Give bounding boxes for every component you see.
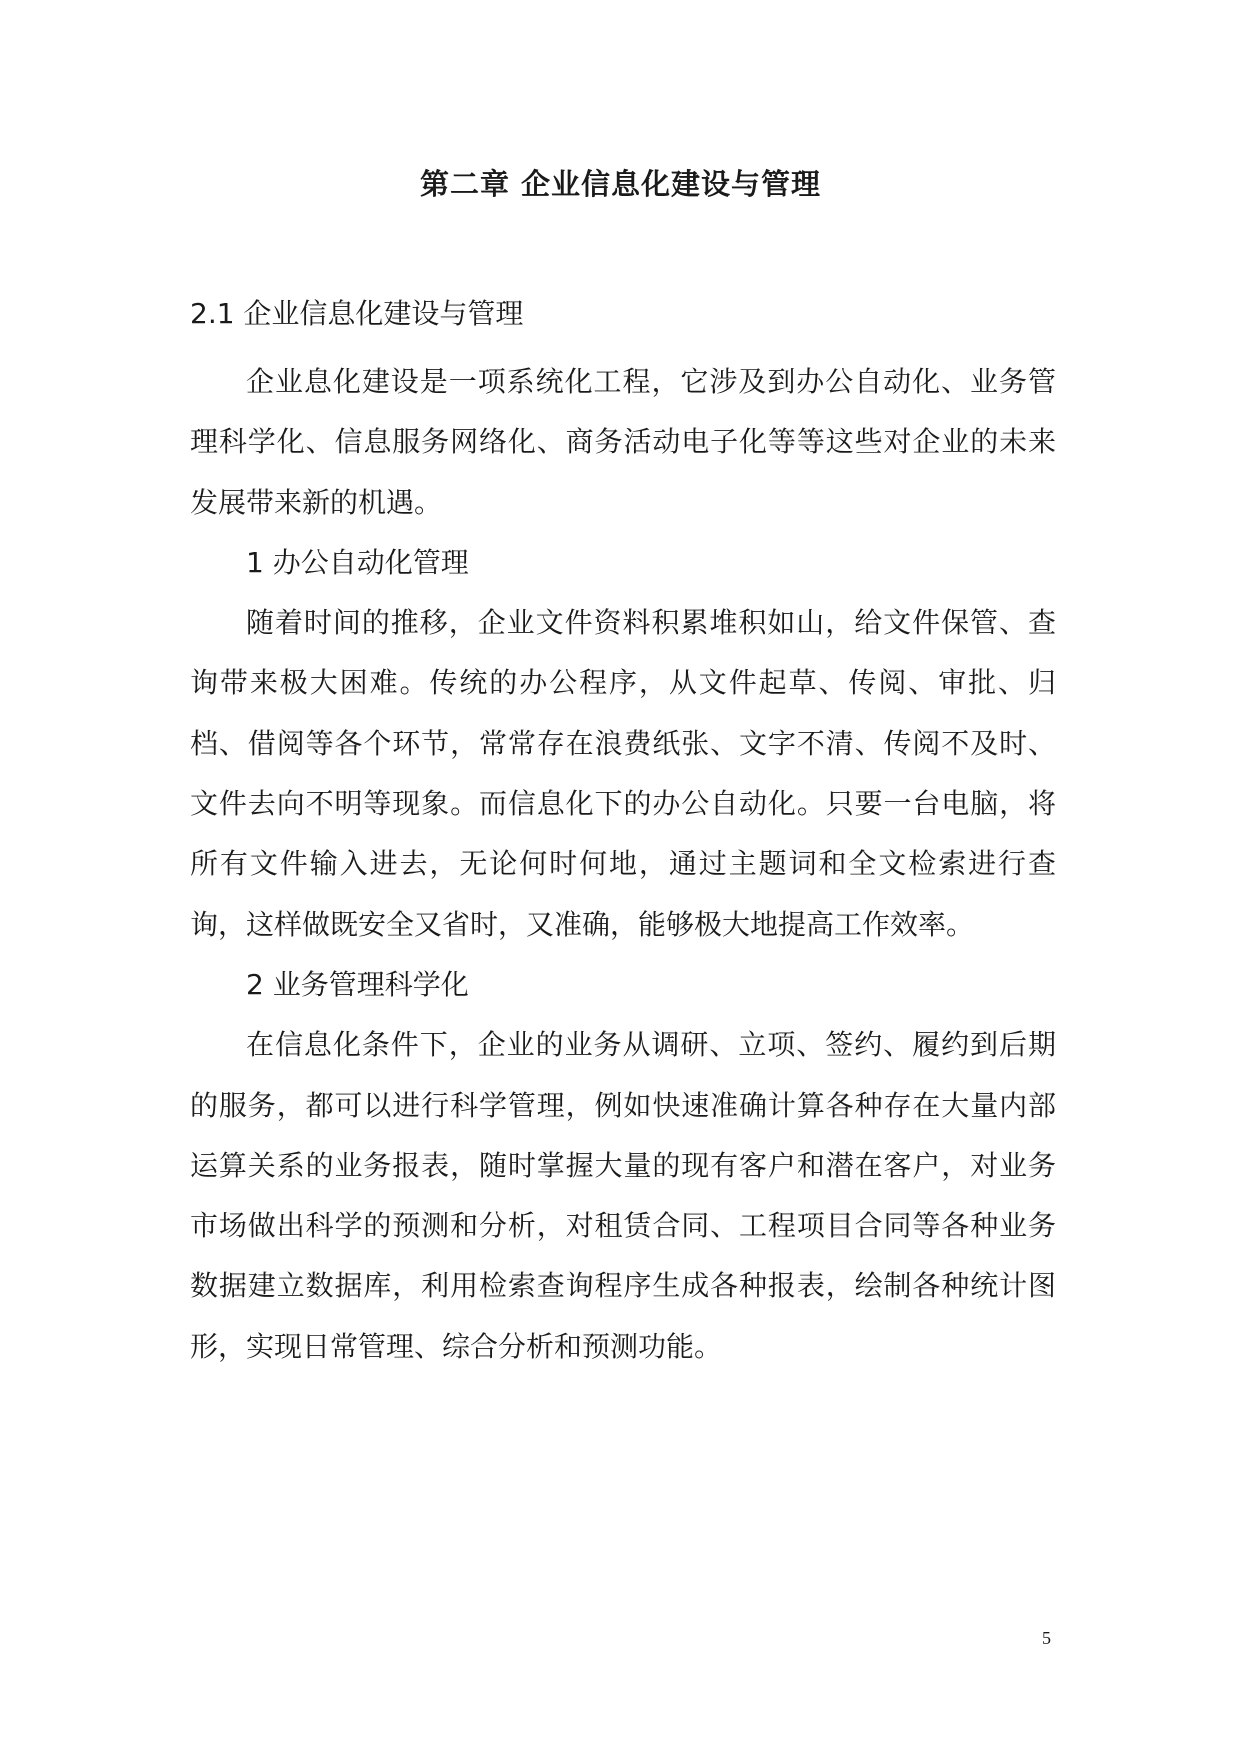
chapter-title: 第二章 企业信息化建设与管理 (419, 167, 822, 201)
paragraph-business-management: 在信息化条件下，企业的业务从调研、立项、签约、履约到后期的服务，都可以进行科学管理，例如快速准确计算各种存在大量内部运算关系的业务报表，随时掌握大量的现有客户和潜在客户，对业务市场做出科学的预测和分析，对租赁合同、工程项目合同等各种业务数据建立数据库，利用检索查询程序生成各种报表，绘制各种统计图形，实现日常管理、综合分析和预测功能。 (190, 1028, 1056, 1363)
paragraph-intro: 企业息化建设是一项系统化工程，它涉及到办公自动化、业务管理科学化、信息服务网络化、商务活动电子化等等这些对企业的未来发展带来新的机遇。 (190, 365, 1056, 519)
page-number: 5 (1042, 1628, 1051, 1648)
subheading-business-management: 2 业务管理科学化 (246, 967, 469, 1001)
subheading-office-automation: 1 办公自动化管理 (246, 545, 469, 579)
body-text (190, 352, 1056, 1377)
paragraph-office-automation: 随着时间的推移，企业文件资料积累堆积如山，给文件保管、查询带来极大困难。传统的办公程序，从文件起草、传阅、审批、归档、借阅等各个环节，常常存在浪费纸张、文字不清、传阅不及时、文件去向不明等现象。而信息化下的办公自动化。只要一台电脑，将所有文件输入进去，无论何时何地，通过主题词和全文检索进行查询，这样做既安全又省时，又准确，能够极大地提高工作效率。 (190, 606, 1056, 941)
section-heading: 2.1 企业信息化建设与管理 (190, 297, 524, 330)
